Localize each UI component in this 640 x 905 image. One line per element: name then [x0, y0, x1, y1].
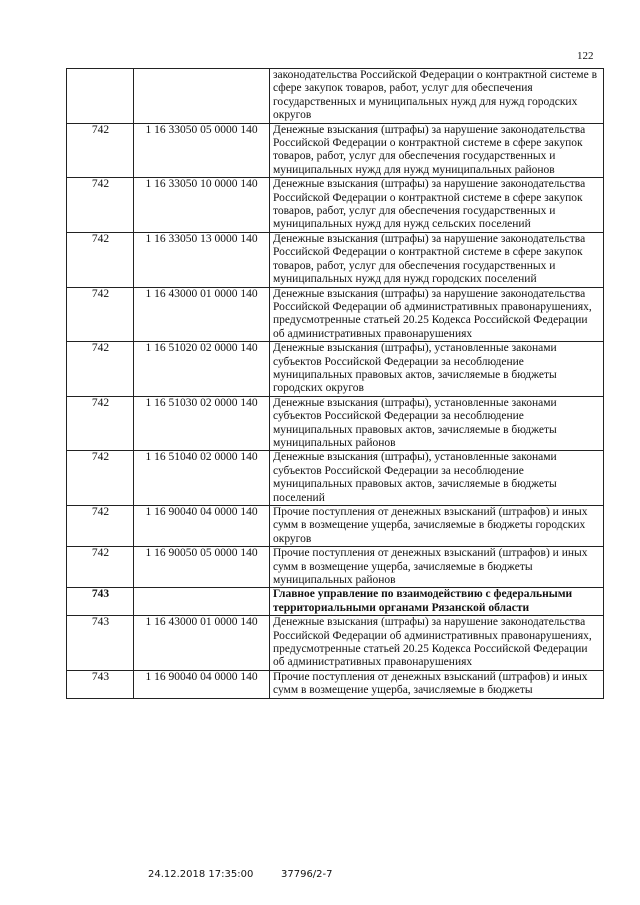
revenue-code-cell: 1 16 90050 05 0000 140 — [134, 547, 270, 588]
footer-timestamp: 24.12.2018 17:35:00 — [148, 869, 254, 880]
revenue-code-cell: 1 16 51040 02 0000 140 — [134, 451, 270, 506]
admin-code-cell: 742 — [67, 506, 134, 547]
table-row — [67, 396, 604, 451]
admin-code-cell: 742 — [67, 232, 134, 287]
revenue-name-cell: Денежные взыскания (штрафы) за нарушение законодательства Российской Федерации о контрактной системе в сфере закупок товаров, работ, услуг для обеспечения государственных и муниципальных нужд для нужд городских поселений — [270, 232, 604, 287]
admin-code-cell — [67, 69, 134, 124]
revenue-name-cell: Главное управление по взаимодействию с федеральными территориальными органами Рязанской области — [270, 588, 604, 616]
admin-code-cell: 742 — [67, 342, 134, 397]
revenue-code-cell: 1 16 90040 04 0000 140 — [134, 506, 270, 547]
table-row — [67, 342, 604, 397]
table-body — [67, 69, 604, 699]
table-row — [67, 69, 604, 124]
revenue-code-cell: 1 16 43000 01 0000 140 — [134, 287, 270, 342]
admin-code-cell: 743 — [67, 616, 134, 671]
table-row — [67, 547, 604, 588]
revenue-code-cell: 1 16 33050 05 0000 140 — [134, 123, 270, 178]
revenue-name-cell: Денежные взыскания (штрафы) за нарушение законодательства Российской Федерации об административных правонарушениях, предусмотренные статьей 20.25 Кодекса Российской Федерации об административных правонарушениях — [270, 287, 604, 342]
revenue-name-cell: Денежные взыскания (штрафы), установленные законами субъектов Российской Федерации за несоблюдение муниципальных правовых актов, зачисляемые в бюджеты поселений — [270, 451, 604, 506]
admin-code-cell: 742 — [67, 396, 134, 451]
admin-code-cell: 743 — [67, 670, 134, 698]
revenue-name-cell: Прочие поступления от денежных взысканий (штрафов) и иных сумм в возмещение ущерба, зачисляемые в бюджеты муниципальных районов — [270, 547, 604, 588]
admin-code-cell: 742 — [67, 547, 134, 588]
table-row — [67, 287, 604, 342]
table-row — [67, 670, 604, 698]
revenue-code-cell: 1 16 33050 10 0000 140 — [134, 178, 270, 233]
table-row — [67, 123, 604, 178]
revenue-code-cell: 1 16 51030 02 0000 140 — [134, 396, 270, 451]
table-row — [67, 616, 604, 671]
table-row — [67, 451, 604, 506]
revenue-code-cell: 1 16 90040 04 0000 140 — [134, 670, 270, 698]
admin-code-cell: 742 — [67, 287, 134, 342]
footer-document-ref: 37796/2-7 — [281, 869, 333, 880]
revenue-name-cell: Денежные взыскания (штрафы), установленные законами субъектов Российской Федерации за несоблюдение муниципальных правовых актов, зачисляемые в бюджеты муниципальных районов — [270, 396, 604, 451]
admin-code-cell: 743 — [67, 588, 134, 616]
revenue-code-cell: 1 16 43000 01 0000 140 — [134, 616, 270, 671]
revenue-name-cell: Денежные взыскания (штрафы), установленные законами субъектов Российской Федерации за несоблюдение муниципальных правовых актов, зачисляемые в бюджеты городских округов — [270, 342, 604, 397]
revenue-name-cell: Прочие поступления от денежных взысканий (штрафов) и иных сумм в возмещение ущерба, зачисляемые в бюджеты городских округов — [270, 506, 604, 547]
revenue-name-cell: Денежные взыскания (штрафы) за нарушение законодательства Российской Федерации о контрактной системе в сфере закупок товаров, работ, услуг для обеспечения государственных и муниципальных нужд для нужд сельских поселений — [270, 178, 604, 233]
page-number: 122 — [577, 50, 594, 62]
revenue-name-cell: Денежные взыскания (штрафы) за нарушение законодательства Российской Федерации о контрактной системе в сфере закупок товаров, работ, услуг для обеспечения государственных и муниципальных нужд для нужд муниципальных районов — [270, 123, 604, 178]
admin-code-cell: 742 — [67, 123, 134, 178]
revenue-code-cell — [134, 588, 270, 616]
admin-code-cell: 742 — [67, 178, 134, 233]
budget-classification-table — [66, 68, 604, 699]
revenue-code-cell: 1 16 33050 13 0000 140 — [134, 232, 270, 287]
table-row — [67, 506, 604, 547]
revenue-code-cell: 1 16 51020 02 0000 140 — [134, 342, 270, 397]
revenue-name-cell: Прочие поступления от денежных взысканий (штрафов) и иных сумм в возмещение ущерба, зачисляемые в бюджеты — [270, 670, 604, 698]
table-row — [67, 588, 604, 616]
table-row — [67, 232, 604, 287]
admin-code-cell: 742 — [67, 451, 134, 506]
revenue-code-cell — [134, 69, 270, 124]
table-row — [67, 178, 604, 233]
revenue-name-cell: законодательства Российской Федерации о контрактной системе в сфере закупок товаров, работ, услуг для обеспечения государственных и муниципальных нужд для нужд городских округов — [270, 69, 604, 124]
revenue-name-cell: Денежные взыскания (штрафы) за нарушение законодательства Российской Федерации об административных правонарушениях, предусмотренные статьей 20.25 Кодекса Российской Федерации об административных правонарушениях — [270, 616, 604, 671]
